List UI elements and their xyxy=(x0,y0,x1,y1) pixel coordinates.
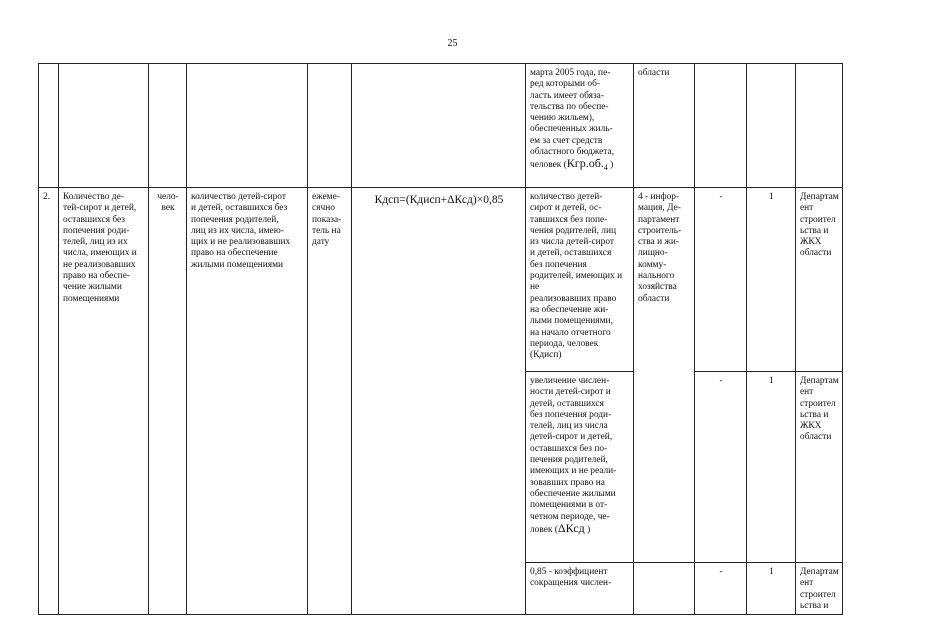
cell-empty xyxy=(695,64,747,188)
component-1-text: количество детей- сирот и детей, ос- тавшихся без попе- чения родителей, лиц из числа детей-сирот и детей, оставшихся без попечения родителей, имеющих и не реализовавших право на обеспечение жи- лыми помещениями, на начало отчетного периода, человек (Кдисп) xyxy=(526,188,634,372)
continuation-source-cell: области xyxy=(634,64,695,188)
indicator-number: 2. xyxy=(39,188,59,615)
component-1-col10: - xyxy=(695,188,747,372)
indicator-name: Количество де- тей-сирот и детей, оставшихся без попечения роди- телей, лиц из их числа, имеющих и не реализовавших право на обеспе- чение жилыми помещениями xyxy=(59,188,149,615)
indicator-unit: чело- век xyxy=(149,188,187,615)
indicator-formula: Кдсп=(Кдисп+ΔКсд)×0,85 xyxy=(352,188,526,615)
component-1-responsible: Департамент строительства и ЖКХ области xyxy=(796,188,843,372)
component-2-symbol-close: ) xyxy=(584,524,591,535)
indicators-table-sheet xyxy=(38,63,891,611)
component-3-responsible: Департамент строительства и xyxy=(796,563,843,615)
continuation-symbol-close: ) xyxy=(607,160,614,171)
continuation-component-cell xyxy=(526,64,634,188)
continuation-row xyxy=(39,64,940,188)
cell-empty xyxy=(352,64,526,188)
cell-empty xyxy=(149,64,187,188)
component-2-text: увеличение числен- ности детей-сирот и детей, оставшихся без попечения роди- телей, лиц из числа детей-сирот и детей, оставшихся без по- печения родителей, имеющих и не реали- зовавших право на обеспечение жилыми помещениями в от- четном периоде, че- ловек ( xyxy=(530,376,617,535)
cell-empty xyxy=(796,64,843,188)
cell-empty xyxy=(308,64,352,188)
indicator-periodicity: ежеме- сячно показа- тель на дату xyxy=(308,188,352,615)
indicator-definition: количество детей-сирот и детей, оставшихся без попечения родителей, лиц из их числа, имею- щих и не реализовавших право на обеспечение жилыми помещениями xyxy=(187,188,308,615)
page-number: 25 xyxy=(447,38,458,49)
component-2-cell xyxy=(526,372,634,563)
component-1-source: 4 - инфор- мация, Де- партамент строитель- ства и жи- лищно- комму- нального хозяйства области xyxy=(634,188,695,563)
cell-empty xyxy=(187,64,308,188)
indicator-row xyxy=(39,188,940,372)
continuation-symbol-subscript: 4 xyxy=(603,163,608,173)
component-1-col11: 1 xyxy=(747,188,796,372)
component-3-source xyxy=(634,563,695,615)
cell-empty xyxy=(747,64,796,188)
component-2-col11: 1 xyxy=(747,372,796,563)
component-2-responsible: Департамент строительства и ЖКХ области xyxy=(796,372,843,563)
component-2-symbol: ΔКсд xyxy=(557,520,585,535)
component-3-col10: - xyxy=(695,563,747,615)
component-3-col11: 1 xyxy=(747,563,796,615)
cell-empty xyxy=(39,64,59,188)
indicators-table xyxy=(38,63,940,615)
component-2-col10: - xyxy=(695,372,747,563)
continuation-symbol: Кгр.об. xyxy=(566,156,604,171)
continuation-component-text: марта 2005 года, пе- ред которыми об- ласть имеет обяза- тельства по обеспе- чению жильем), обеспеченных жиль- ем за счет средств областного бюджета, человек ( xyxy=(530,68,614,171)
component-3-text: 0,85 - коэффициент сокращения числен- xyxy=(526,563,634,615)
cell-empty xyxy=(59,64,149,188)
